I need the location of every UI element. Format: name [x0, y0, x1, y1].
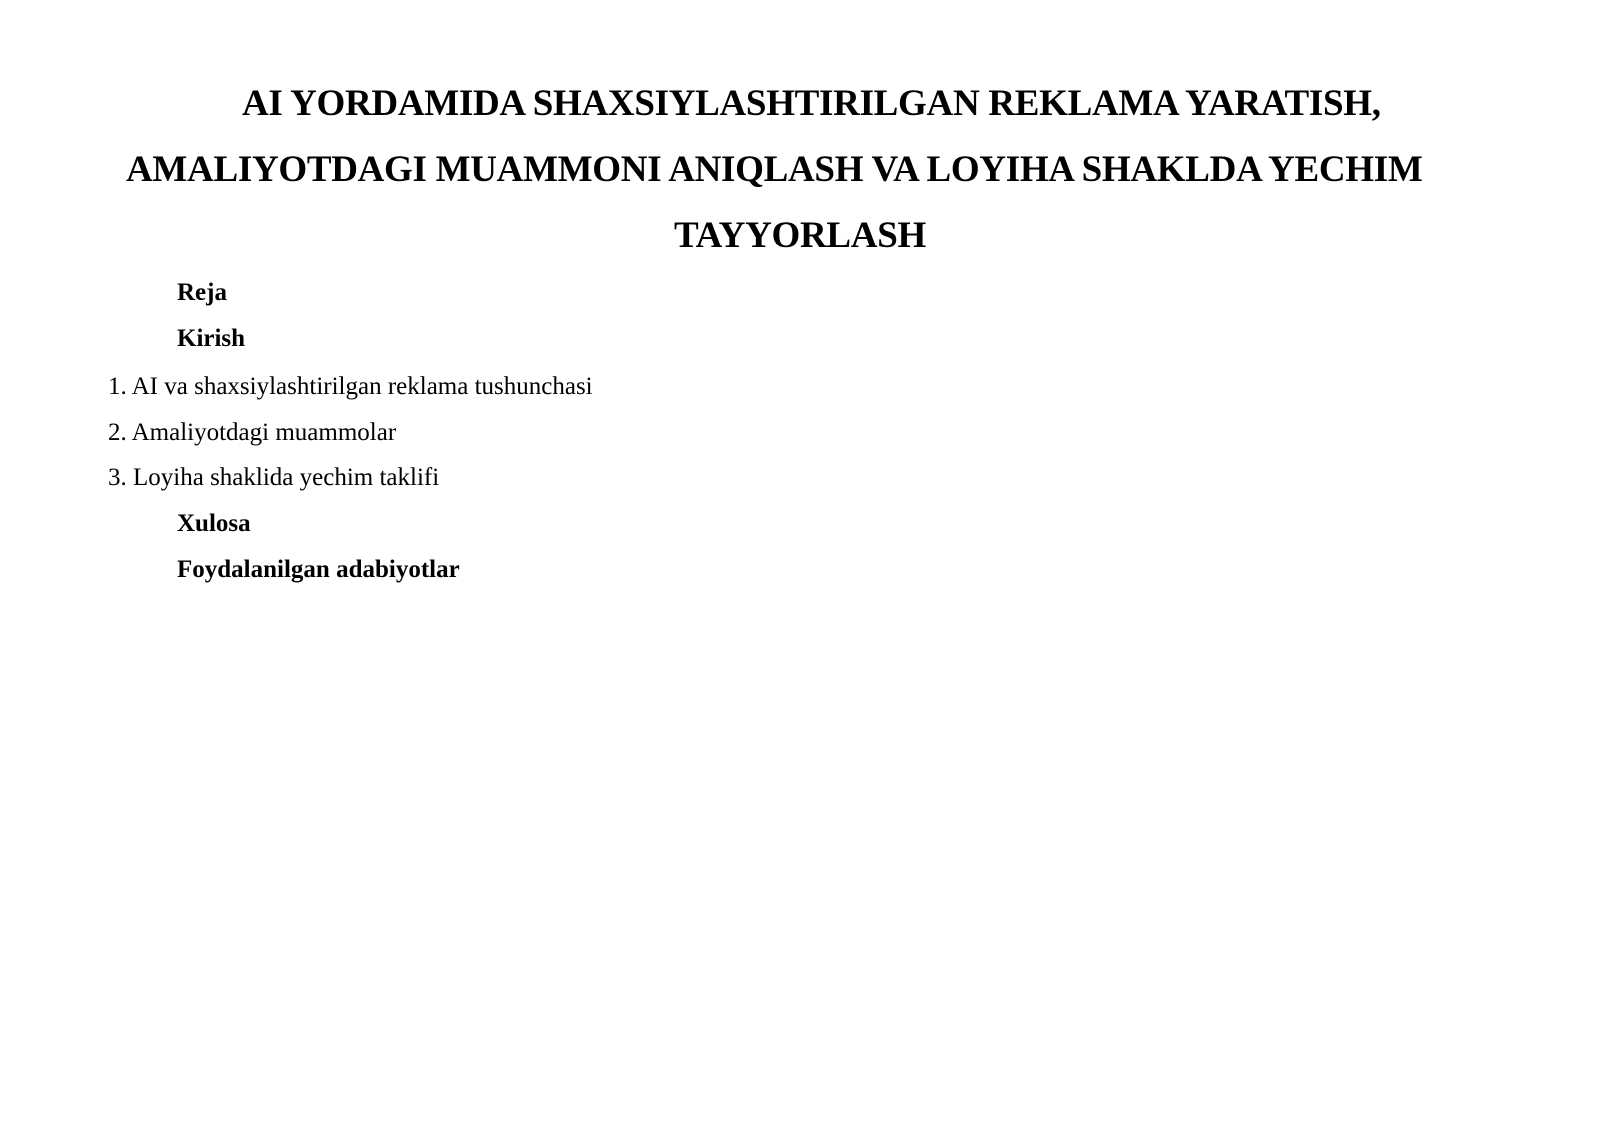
conclusion-heading: Xulosa — [177, 510, 251, 537]
title-line-3: TAYYORLASH — [674, 215, 926, 256]
plan-item-3: 3. Loyiha shaklida yechim taklifi — [108, 464, 440, 491]
title-line-1: AI YORDAMIDA SHAXSIYLASHTIRILGAN REKLAMA YARATISH, — [242, 83, 1381, 124]
intro-heading: Kirish — [177, 325, 246, 352]
plan-item-1: 1. AI va shaxsiylashtirilgan reklama tushunchasi — [108, 373, 593, 400]
references-heading: Foydalanilgan adabiyotlar — [177, 556, 460, 583]
plan-item-2: 2. Amaliyotdagi muammolar — [108, 419, 397, 446]
title-line-2: AMALIYOTDAGI MUAMMONI ANIQLASH VA LOYIHA SHAKLDA YECHIM — [126, 149, 1423, 190]
plan-heading: Reja — [177, 279, 227, 306]
